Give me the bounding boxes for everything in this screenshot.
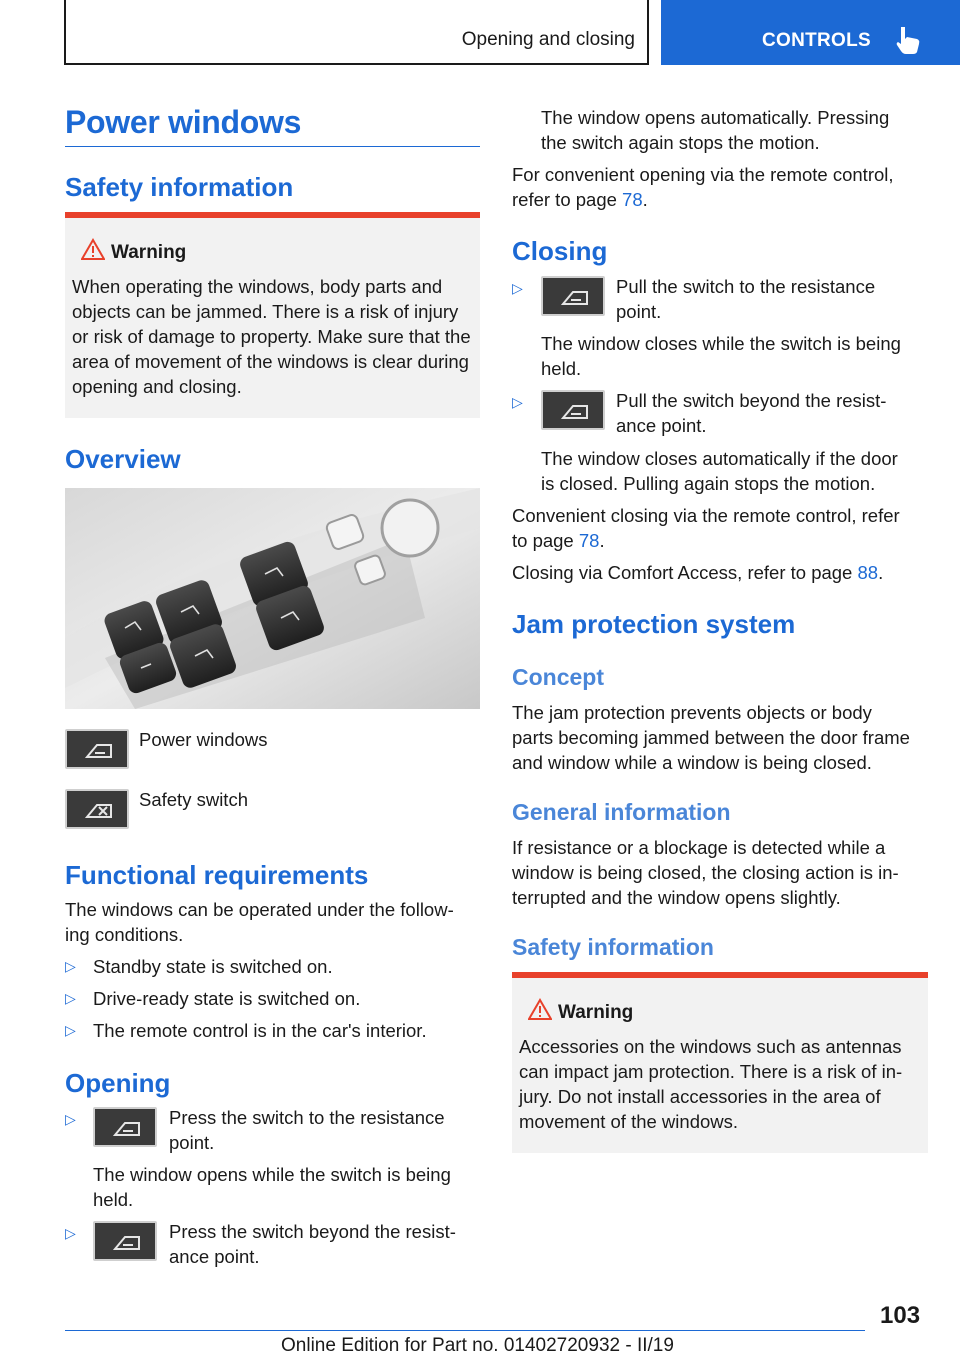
bullet-triangle-icon: ▷ xyxy=(65,1111,76,1127)
safety-switch-icon xyxy=(65,789,129,829)
bullet-triangle-icon: ▷ xyxy=(65,1022,76,1038)
comfort-access-line: Closing via Comfort Access, refer to page 88. xyxy=(512,562,884,583)
jam-protection-heading: Jam protection system xyxy=(512,609,796,639)
close1-text-1: Pull the switch to the resistance xyxy=(616,276,876,297)
warning-body: When operating the windows, body parts and objects can be jammed. There is a risk of injury or risk of damage to property. Make sure that the area of movement of the windows is clear during opening and closing. xyxy=(72,276,471,397)
footer-edition: Online Edition for Part no. 01402720932 - II/19 xyxy=(281,1335,674,1356)
window-switch-panel-image xyxy=(65,488,480,709)
open1-result-1: The window opens while the switch is being xyxy=(93,1164,451,1185)
opening-heading: Opening xyxy=(65,1068,171,1098)
power-window-switch-icon xyxy=(541,390,605,430)
header-section-title: Opening and closing xyxy=(461,29,635,50)
window-switches-photo xyxy=(65,488,480,709)
general-line-2: window is being closed, the closing action is in- xyxy=(512,862,899,883)
warning-box-2 xyxy=(512,972,928,1153)
bullet-triangle-icon: ▷ xyxy=(512,280,523,296)
open2-text-2: ance point. xyxy=(169,1246,260,1267)
concept-line-3: and window while a window is being closed. xyxy=(512,752,872,773)
pointing-hand-icon xyxy=(895,25,921,55)
page-link-88[interactable]: 88 xyxy=(857,562,879,583)
legend-safety-switch: Safety switch xyxy=(139,789,248,810)
safety-info-heading-2: Safety information xyxy=(512,934,714,960)
remote-close-line-2: to page 78. xyxy=(512,530,605,551)
power-window-switch-icon xyxy=(65,729,129,769)
bullet-triangle-icon: ▷ xyxy=(65,990,76,1006)
general-line-3: terrupted and the window opens slightly. xyxy=(512,887,841,908)
open2-result-1: The window opens automatically. Pressing xyxy=(541,107,890,128)
bullet-triangle-icon: ▷ xyxy=(65,1225,76,1241)
close2-result-2: is closed. Pulling again stops the motion. xyxy=(541,473,876,494)
open2-text-1: Press the switch beyond the resist- xyxy=(169,1221,456,1242)
close1-text-2: point. xyxy=(616,301,662,322)
warning-title: Warning xyxy=(111,242,187,263)
func-intro-line-1: The windows can be operated under the follow- xyxy=(65,899,454,920)
warning-body: Accessories on the windows such as antennas can impact jam protection. There is a risk of in-jury. Do not install accessories in the area of movement of the windows. xyxy=(519,1036,903,1132)
footer-rule xyxy=(65,1330,865,1331)
header-chapter-box xyxy=(661,0,960,65)
warning-title: Warning xyxy=(558,1002,634,1023)
general-line-1: If resistance or a blockage is detected while a xyxy=(512,837,886,858)
concept-heading: Concept xyxy=(512,664,604,690)
closing-heading: Closing xyxy=(512,236,608,266)
power-window-switch-icon xyxy=(93,1221,157,1261)
concept-line-1: The jam protection prevents objects or body xyxy=(512,702,872,723)
func-item: Standby state is switched on. xyxy=(93,956,333,977)
remote-open-line-1: For convenient opening via the remote control, xyxy=(512,164,894,185)
close1-result-1: The window closes while the switch is being xyxy=(541,333,901,354)
header-section-box xyxy=(64,0,649,65)
title-rule xyxy=(65,146,480,147)
func-intro-line-2: ing conditions. xyxy=(65,924,184,945)
power-window-switch-icon xyxy=(93,1107,157,1147)
open2-result-2: the switch again stops the motion. xyxy=(541,132,820,153)
func-item: The remote control is in the car's interior. xyxy=(93,1020,427,1041)
func-item: Drive-ready state is switched on. xyxy=(93,988,361,1009)
close1-result-2: held. xyxy=(541,358,582,379)
page-link-78[interactable]: 78 xyxy=(622,189,643,210)
header-chapter-title: CONTROLS xyxy=(762,30,872,51)
open1-text-1: Press the switch to the resistance xyxy=(169,1107,445,1128)
general-info-heading: General information xyxy=(512,799,731,825)
power-window-switch-icon xyxy=(541,276,605,316)
overview-heading: Overview xyxy=(65,444,181,474)
remote-close-line-1: Convenient closing via the remote control, refer xyxy=(512,505,900,526)
page-link-78[interactable]: 78 xyxy=(578,530,600,551)
legend-power-windows: Power windows xyxy=(139,729,268,750)
warning-triangle-icon xyxy=(528,998,552,1020)
open1-result-2: held. xyxy=(93,1189,134,1210)
warning-box-1 xyxy=(65,212,480,418)
warning-triangle-icon xyxy=(81,238,105,260)
open1-text-2: point. xyxy=(169,1132,215,1153)
page-title: Power windows xyxy=(65,104,302,140)
bullet-triangle-icon: ▷ xyxy=(512,394,523,410)
close2-text-1: Pull the switch beyond the resist- xyxy=(616,390,887,411)
remote-open-line-2: refer to page 78. xyxy=(512,189,648,210)
close2-text-2: ance point. xyxy=(616,415,707,436)
page-number: 103 xyxy=(880,1302,921,1329)
safety-info-heading: Safety information xyxy=(65,172,294,202)
concept-line-2: parts becoming jammed between the door frame xyxy=(512,727,910,748)
functional-requirements-heading: Functional requirements xyxy=(65,860,369,890)
close2-result-1: The window closes automatically if the door xyxy=(541,448,898,469)
bullet-triangle-icon: ▷ xyxy=(65,958,76,974)
